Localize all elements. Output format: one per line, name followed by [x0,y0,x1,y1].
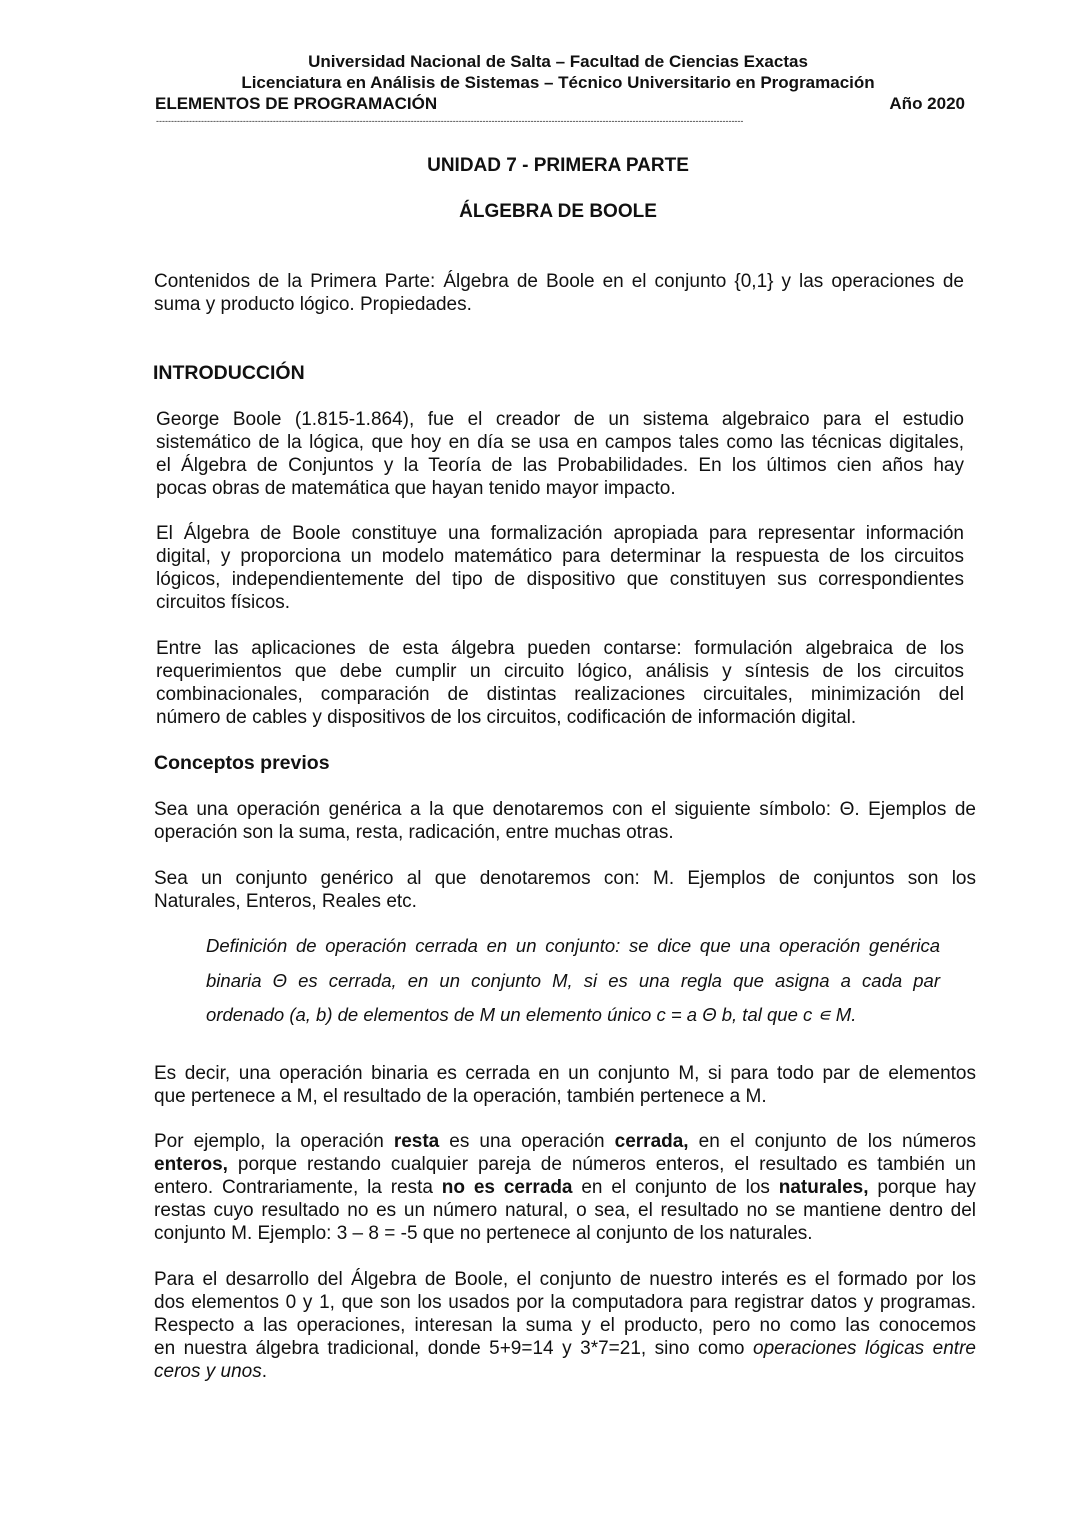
paragraph-line: combinacionales, comparación de distintas realizaciones circuitales, minimización del [156,684,964,705]
paragraph-line: Naturales, Enteros, Reales etc. [154,891,417,912]
paragraph-line: George Boole (1.815-1.864), fue el creador de un sistema algebraico para el estudio [156,409,964,430]
paragraph-line: que pertenece a M, el resultado de la operación, también pertenece a M. [154,1086,767,1107]
definition-line: Definición de operación cerrada en un conjunto: se dice que una operación genérica [206,935,940,956]
definition-line: ordenado (a, b) de elementos de M un elemento único c = a Θ b, tal que c ∊ M. [206,1004,857,1025]
paragraph-line: operación son la suma, resta, radicación, entre muchas otras. [154,822,674,843]
paragraph-line [154,1153,976,1176]
final-paragraph [154,1268,976,1383]
header-career: Licenciatura en Análisis de Sistemas – Técnico Universitario en Programación [241,73,875,92]
paragraph-line: digital, y proporciona un modelo matemático para determinar la respuesta de los circuitos [156,546,964,567]
text-run: en el conjunto de los [572,1177,779,1198]
text-run: entero. Contrariamente, la resta [154,1177,442,1198]
paragraph-line: Para el desarrollo del Álgebra de Boole, el conjunto de nuestro interés es el formado por los [154,1269,976,1290]
text-run: . [261,1361,268,1382]
paragraph-line: El Álgebra de Boole constituye una formalización apropiada para representar información [156,523,964,544]
text-run: Por ejemplo, la operación [154,1131,394,1152]
bold-resta: resta [393,1131,440,1152]
text-run: en el conjunto de los números [688,1131,976,1152]
intro-paragraph-1 [156,408,964,500]
paragraph-line: sistemático de la lógica, que hoy en día se usa en campos tales como las técnicas digitales, [156,432,964,453]
concepts-heading: Conceptos previos [154,752,330,774]
intro-heading: INTRODUCCIÓN [153,362,305,384]
text-run: es una operación [439,1131,615,1152]
contents-paragraph [154,270,964,316]
paragraph-line: pocas obras de matemática que hayan tenido mayor impacto. [156,478,676,499]
paragraph-line: requerimientos que debe cumplir un circuito lógico, análisis y síntesis de los circuitos [156,661,964,682]
bold-enteros: enteros, [154,1154,228,1175]
header-course: ELEMENTOS DE PROGRAMACIÓN [155,94,438,113]
paragraph-line: restas cuyo resultado no es un número natural, o sea, el resultado no se mantiene dentro del [154,1200,976,1221]
italic-run: ceros y unos [154,1361,262,1382]
header-year: Año 2020 [889,94,965,113]
unit-title: UNIDAD 7 - PRIMERA PARTE [427,155,689,176]
bold-naturales: naturales, [778,1177,869,1198]
paragraph-line [154,1360,976,1383]
text-run: porque hay [868,1177,976,1198]
paragraph-line: dos elementos 0 y 1, que son los usados por la computadora para registrar datos y programas. [154,1292,976,1313]
paragraph-line [154,1337,976,1360]
text-run: porque restando cualquier pareja de números enteros, el resultado es también un [227,1154,976,1175]
paragraph-line: Sea una operación genérica a la que denotaremos con el siguiente símbolo: Θ. Ejemplos de [154,799,976,820]
definition-block [206,929,940,1033]
paragraph-line [154,1130,976,1153]
example-paragraph [154,1130,976,1245]
paragraph-line: conjunto M. Ejemplo: 3 – 8 = -5 que no pertenece al conjunto de los naturales. [154,1223,813,1244]
paragraph-line: lógicos, independientemente del tipo de dispositivo que constituyen sus correspondientes [156,569,964,590]
definition-line: binaria Θ es cerrada, en un conjunto M, si es una regla que asigna a cada par [206,969,940,991]
paragraph-line: circuitos físicos. [156,592,291,613]
header-divider: ---------------------------------------------------------------------------------------------------------------------------------------------------------------------------------------------------- [156,116,744,126]
header-university: Universidad Nacional de Salta – Facultad de Ciencias Exactas [308,52,808,71]
bold-cerrada: cerrada, [614,1131,689,1152]
paragraph-line: el Álgebra de Conjuntos y la Teoría de las Probabilidades. En los últimos cien años hay [156,455,964,476]
topic-title: ÁLGEBRA DE BOOLE [459,201,657,222]
contents-line: suma y producto lógico. Propiedades. [154,294,472,315]
paragraph-line: Es decir, una operación binaria es cerrada en un conjunto M, si para todo par de elementos [154,1063,976,1084]
text-run: en nuestra álgebra tradicional, donde 5+9=14 y 3*7=21, sino como [154,1338,753,1359]
concepts-paragraph-2 [154,867,976,913]
paragraph-line [154,1176,976,1199]
intro-paragraph-3 [156,637,964,729]
intro-paragraph-2 [156,522,964,614]
bold-no-es-cerrada: no es cerrada [441,1177,573,1198]
paragraph-line: número de cables y dispositivos de los circuitos, codificación de información digital. [156,707,857,728]
italic-run: operaciones lógicas entre [753,1338,976,1359]
paragraph-line: Sea un conjunto genérico al que denotaremos con: M. Ejemplos de conjuntos son los [154,868,976,889]
paragraph-line: Entre las aplicaciones de esta álgebra pueden contarse: formulación algebraica de los [156,638,964,659]
contents-line: Contenidos de la Primera Parte: Álgebra de Boole en el conjunto {0,1} y las operaciones de [154,271,964,292]
concepts-paragraph-1 [154,798,976,844]
paragraph-line: Respecto a las operaciones, interesan la suma y el producto, pero no como las conocemos [154,1315,976,1336]
explanation-paragraph [154,1062,976,1108]
